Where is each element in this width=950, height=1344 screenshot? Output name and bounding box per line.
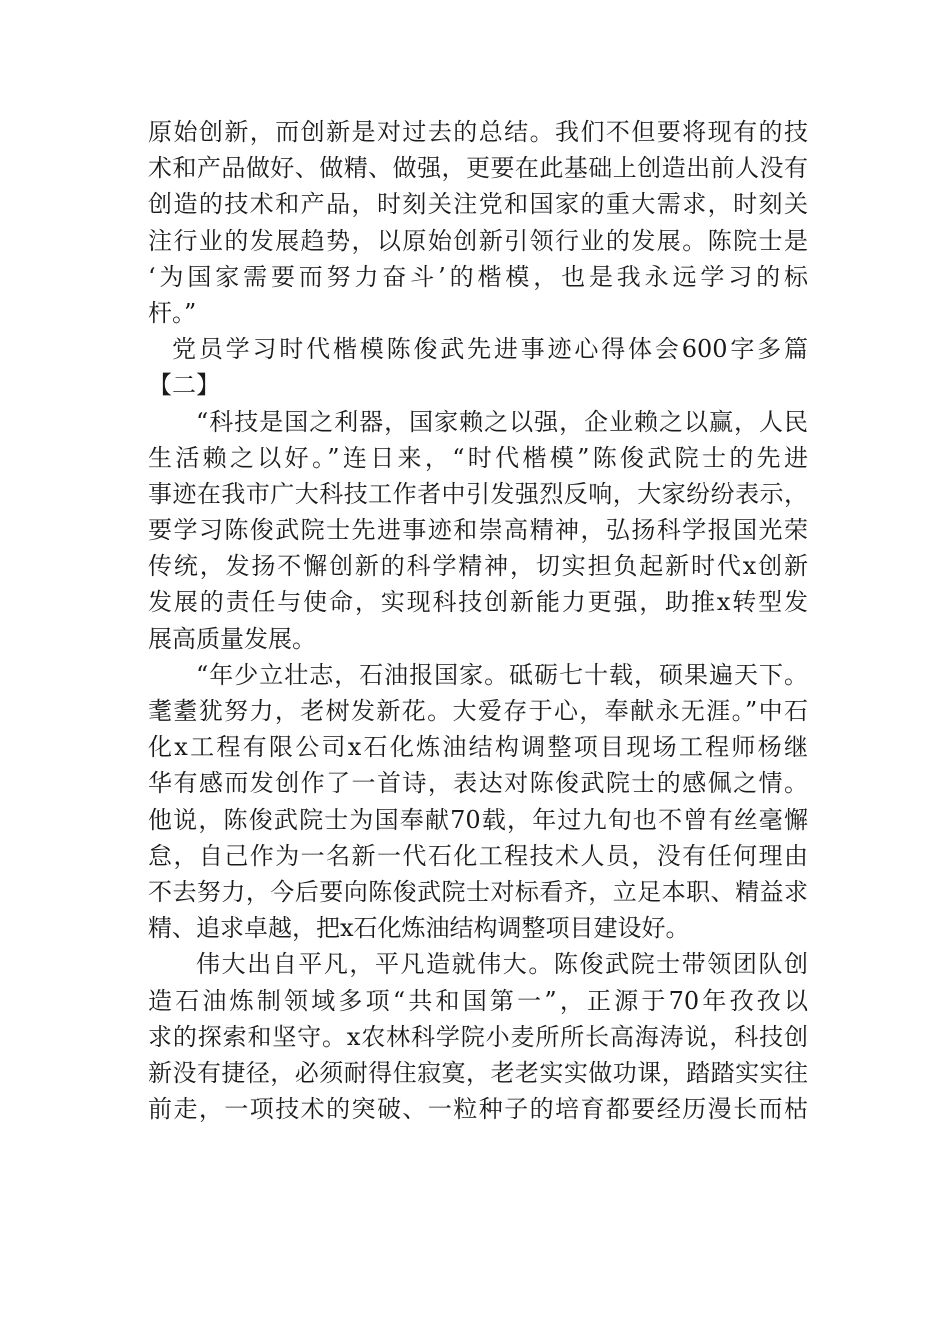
text-line: 前走，一项技术的突破、一粒种子的培育都要经历漫长而枯	[148, 1095, 808, 1124]
text-line: 造石油炼制领域多项“共和国第一”，正源于70年孜孜以	[148, 986, 808, 1015]
section-heading	[148, 331, 808, 403]
heading-line: 【二】	[148, 371, 220, 400]
text-line: 耄耋犹努力，老树发新花。大爱存于心，奉献永无涯。”中石	[148, 697, 808, 725]
text-line: 华有感而发创作了一首诗，表达对陈俊武院士的感佩之情。	[148, 769, 808, 798]
heading-line: 党员学习时代楷模陈俊武先进事迹心得体会600字多篇	[172, 335, 808, 364]
text-line: 创造的技术和产品，时刻关注党和国家的重大需求，时刻关	[148, 190, 808, 219]
text-line: “科技是国之利器，国家赖之以强，企业赖之以赢，人民	[196, 407, 808, 436]
text-line: ‘为国家需要而努力奋斗’的楷模，也是我永远学习的标	[148, 262, 808, 291]
text-line: 杆。”	[148, 298, 197, 327]
text-line: 传统，发扬不懈创新的科学精神，切实担负起新时代x创新	[148, 552, 808, 581]
text-line: 精、追求卓越，把x石化炼油结构调整项目建设好。	[148, 914, 690, 943]
paragraph-1	[148, 114, 808, 331]
text-line: 不去努力，今后要向陈俊武院士对标看齐，立足本职、精益求	[148, 877, 808, 906]
paragraph-2	[148, 404, 808, 657]
paragraph-4	[148, 946, 808, 1127]
text-line: 伟大出自平凡，平凡造就伟大。陈俊武院士带领团队创	[196, 950, 808, 979]
text-line: 注行业的发展趋势，以原始创新引领行业的发展。陈院士是	[148, 226, 808, 255]
document-body	[148, 114, 808, 1127]
text-line: 生活赖之以好。”连日来，“时代楷模”陈俊武院士的先进	[148, 443, 808, 472]
text-line: 术和产品做好、做精、做强，更要在此基础上创造出前人没有	[148, 154, 808, 183]
text-line: 怠，自己作为一名新一代石化工程技术人员，没有任何理由	[148, 841, 808, 870]
text-line: 事迹在我市广大科技工作者中引发强烈反响，大家纷纷表示，	[148, 479, 808, 508]
text-line: 求的探索和坚守。x农林科学院小麦所所长高海涛说，科技创	[148, 1022, 808, 1051]
text-line: 要学习陈俊武院士先进事迹和崇高精神，弘扬科学报国光荣	[148, 516, 808, 545]
text-line: 化x工程有限公司x石化炼油结构调整项目现场工程师杨继	[148, 733, 808, 762]
text-line: 原始创新，而创新是对过去的总结。我们不但要将现有的技	[148, 118, 808, 146]
text-line: 他说，陈俊武院士为国奉献70载，年过九旬也不曾有丝毫懈	[148, 805, 808, 834]
text-line: 发展的责任与使命，实现科技创新能力更强，助推x转型发	[148, 588, 808, 617]
text-line: “年少立壮志，石油报国家。砥砺七十载，硕果遍天下。	[196, 660, 808, 689]
text-line: 新没有捷径，必须耐得住寂寞，老老实实做功课，踏踏实实往	[148, 1058, 808, 1087]
text-line: 展高质量发展。	[148, 624, 316, 653]
paragraph-3	[148, 657, 808, 947]
